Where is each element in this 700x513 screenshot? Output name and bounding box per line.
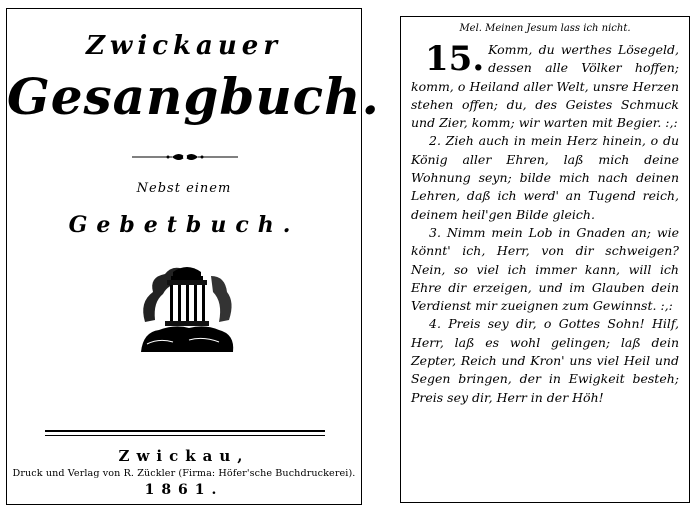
hymn-verse-3: 3. Nimm mein Lob in Gnaden an; wie könnt' ich, Herr, von dir schweigen? Nein, so viel ich immer kann, will ich Ehre dir erzeigen, und im Glauben dein Verdienst mir zueignen zum Gewinnst. :,:: [411, 224, 679, 314]
imprint-year: 1861.: [144, 482, 224, 498]
temple-vignette-icon: [139, 262, 235, 352]
title-line-1: Zwickauer: [85, 31, 283, 61]
hymn-page: [400, 16, 690, 503]
subtitle-line-1: Nebst einem: [136, 181, 232, 196]
hymn-verse-1: Komm, du werthes Lösegeld, dessen alle Völker hoffen; komm, o Heiland aller Welt, unsre Herzen stehen offen; du, des Geistes Schmuck und Zier, komm; wir warten mit Begier. :,:: [411, 42, 679, 131]
imprint-city: Zwickau,: [118, 447, 250, 465]
ornament-divider-icon: [132, 151, 238, 163]
hymn-verse-4: 4. Preis sey dir, o Gottes Sohn! Hilf, Herr, laß es wohl gelingen; laß dein Zepter, Reich und Kron' uns viel Heil und Segen bringen, der in Ewigkeit besteh; Preis sey dir, Herr in der Höh!: [411, 316, 679, 405]
subtitle-line-2: Gebetbuch.: [68, 212, 300, 238]
melody-line: Mel. Meinen Jesum lass ich nicht.: [459, 23, 631, 34]
imprint-publisher: Druck und Verlag von R. Zückler (Firma: Höfer'sche Buchdruckerei).: [12, 468, 356, 479]
hymn-verse-2: 2. Zieh auch in mein Herz hinein, o du König aller Ehren, laß mich deine Wohnung seyn; bilde mich nach deinen Lehren, daß ich werd' an Tugend reich, deinem heil'gen Bilde gleich.: [411, 133, 679, 222]
title-line-2: Gesangbuch.: [7, 67, 380, 126]
rule-top: [45, 430, 325, 432]
hymn-text: [411, 41, 679, 407]
title-page: [6, 8, 380, 505]
rule-bottom: [45, 435, 325, 436]
hymn-number: 15.: [425, 39, 485, 79]
